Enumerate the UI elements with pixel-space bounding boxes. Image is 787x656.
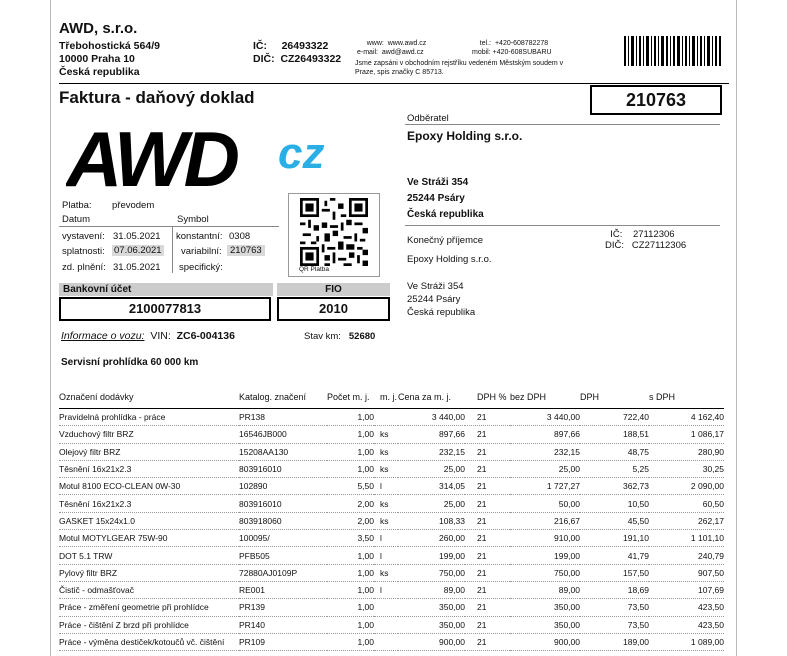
cell-gross: 2 090,00 xyxy=(649,478,724,495)
cell-gross: 1 086,17 xyxy=(649,426,724,443)
col-gross: s DPH xyxy=(649,390,724,409)
cell-unit: ks xyxy=(374,564,398,581)
table-row xyxy=(59,460,724,477)
cell-vat-rate: 21 xyxy=(465,547,510,564)
bank-account-header: Bankovní účet xyxy=(59,283,273,296)
cell-description: Čistič - odmašťovač xyxy=(59,581,239,598)
mileage-label: Stav km: xyxy=(304,331,341,342)
customer-name: Epoxy Holding s.r.o. xyxy=(407,129,523,143)
cell-vat-rate: 21 xyxy=(465,564,510,581)
bank-name-header: FIO xyxy=(277,283,390,296)
cell-net: 350,00 xyxy=(510,616,580,633)
table-row xyxy=(59,426,724,443)
tel-label: tel.: xyxy=(479,40,492,47)
registration-line-1: Jsme zapsáni v obchodním rejstříku vedeném Městským soudem v xyxy=(355,60,564,67)
cell-vat: 362,73 xyxy=(580,478,649,495)
payment-column-divider xyxy=(172,226,173,273)
cell-net: 897,66 xyxy=(510,426,580,443)
tax-date: 31.05.2021 xyxy=(113,262,161,273)
payment-divider xyxy=(59,226,279,227)
logo-suffix: cz xyxy=(278,129,325,178)
awd-logo xyxy=(66,118,366,196)
cell-quantity: 1,00 xyxy=(327,599,374,616)
cell-description: Pylový filtr BRZ xyxy=(59,564,239,581)
customer-city: 25244 Psáry xyxy=(407,193,465,204)
cell-description: Práce - změření geometrie při prohlídce xyxy=(59,599,239,616)
cell-net: 1 727,27 xyxy=(510,478,580,495)
cell-quantity: 2,00 xyxy=(327,512,374,529)
cell-unit-price: 314,05 xyxy=(398,478,465,495)
cell-unit: l xyxy=(374,478,398,495)
table-row xyxy=(59,547,724,564)
col-quantity: Počet m. j. xyxy=(327,390,374,409)
registration-line-2: Praze, spis značky C 85713. xyxy=(355,68,444,76)
vehicle-info xyxy=(61,330,235,342)
cell-unit-price: 108,33 xyxy=(398,512,465,529)
items-table xyxy=(59,390,724,651)
cell-catalog: 803916010 xyxy=(239,460,327,477)
recipient-label: Konečný příjemce xyxy=(407,235,484,246)
recipient-dic-label: DIČ: xyxy=(605,240,624,251)
cell-net: 25,00 xyxy=(510,460,580,477)
cell-catalog: 16546JB000 xyxy=(239,426,327,443)
cell-vat: 73,50 xyxy=(580,616,649,633)
due-date: 07.06.2021 xyxy=(114,245,162,256)
mileage xyxy=(304,331,375,342)
recipient-country: Česká republika xyxy=(407,307,476,318)
cell-gross: 107,69 xyxy=(649,581,724,598)
service-title: Servisní prohlídka 60 000 km xyxy=(61,357,199,368)
table-row xyxy=(59,581,724,598)
cell-catalog: PR140 xyxy=(239,616,327,633)
cell-catalog: 72880AJ0109P xyxy=(239,564,327,581)
barcode xyxy=(622,36,722,66)
col-catalog: Katalog. značení xyxy=(239,390,327,409)
cell-unit: ks xyxy=(374,426,398,443)
cell-catalog: 803918060 xyxy=(239,512,327,529)
recipient-ids xyxy=(605,229,686,251)
cell-unit xyxy=(374,599,398,616)
table-row xyxy=(59,564,724,581)
cell-unit-price: 897,66 xyxy=(398,426,465,443)
cell-vat: 10,50 xyxy=(580,495,649,512)
cell-unit xyxy=(374,409,398,426)
supplier-country: Česká republika xyxy=(59,66,140,78)
cell-net: 910,00 xyxy=(510,530,580,547)
cell-gross: 262,17 xyxy=(649,512,724,529)
customer-address xyxy=(407,175,484,223)
email-label: e-mail: xyxy=(357,48,379,56)
cell-unit: ks xyxy=(374,495,398,512)
cell-vat-rate: 21 xyxy=(465,599,510,616)
table-row xyxy=(59,616,724,633)
cell-gross: 423,50 xyxy=(649,599,724,616)
mobil-value: +420-608SUBARU xyxy=(492,48,552,56)
cell-unit: l xyxy=(374,547,398,564)
cell-net: 3 440,00 xyxy=(510,409,580,426)
cell-quantity: 2,00 xyxy=(327,495,374,512)
variable-symbol-label: variabilní: xyxy=(181,246,222,257)
table-row xyxy=(59,409,724,426)
cell-vat: 5,25 xyxy=(580,460,649,477)
cell-net: 750,00 xyxy=(510,564,580,581)
cell-unit: l xyxy=(374,530,398,547)
recipient-dic: CZ27112306 xyxy=(631,240,687,251)
mileage-value: 52680 xyxy=(348,331,376,342)
cell-vat: 48,75 xyxy=(580,443,649,460)
header-divider xyxy=(59,83,729,84)
cell-unit: ks xyxy=(374,460,398,477)
cell-unit-price: 3 440,00 xyxy=(398,409,465,426)
cell-description: Těsnění 16x21x2.3 xyxy=(59,460,239,477)
viewer-left-margin xyxy=(0,0,51,656)
table-row xyxy=(59,599,724,616)
email-link[interactable]: awd@awd.cz xyxy=(381,48,424,56)
cell-unit-price: 25,00 xyxy=(398,495,465,512)
col-unit-price: Cena za m. j. xyxy=(398,390,465,409)
cell-net: 199,00 xyxy=(510,547,580,564)
table-row xyxy=(59,512,724,529)
cell-unit-price: 25,00 xyxy=(398,460,465,477)
cell-gross: 30,25 xyxy=(649,460,724,477)
cell-net: 216,67 xyxy=(510,512,580,529)
mobil-label: mobil: xyxy=(472,48,491,56)
cell-vat-rate: 21 xyxy=(465,530,510,547)
col-vat-rate: DPH % xyxy=(465,390,510,409)
symbol-section-label: Symbol xyxy=(177,214,209,225)
constant-symbol-label: konstantní: xyxy=(176,231,223,242)
cell-gross: 240,79 xyxy=(649,547,724,564)
recipient-address xyxy=(407,280,475,319)
document-title: Faktura - daňový doklad xyxy=(59,88,255,107)
qr-label: QR Platba xyxy=(299,266,329,273)
cell-unit-price: 199,00 xyxy=(398,547,465,564)
cell-unit: ks xyxy=(374,512,398,529)
cell-quantity: 1,00 xyxy=(327,581,374,598)
www-link[interactable]: www.awd.cz xyxy=(387,40,427,47)
dic-label: DIČ: xyxy=(253,53,275,65)
cell-gross: 4 162,40 xyxy=(649,409,724,426)
vehicle-info-label: Informace o vozu: xyxy=(61,330,145,342)
vin-label: VIN: xyxy=(150,330,171,342)
vin-value: ZC6-004136 xyxy=(176,330,235,342)
viewer-right-margin xyxy=(736,0,787,656)
cell-unit-price: 350,00 xyxy=(398,616,465,633)
cell-quantity: 1,00 xyxy=(327,564,374,581)
col-unit: m. j. xyxy=(374,390,398,409)
cell-vat: 191,10 xyxy=(580,530,649,547)
payment-label: Platba: xyxy=(62,200,92,211)
logo-text: AWD xyxy=(66,118,236,196)
cell-net: 89,00 xyxy=(510,581,580,598)
cell-vat-rate: 21 xyxy=(465,633,510,650)
cell-catalog: 102890 xyxy=(239,478,327,495)
qr-payment-box xyxy=(288,193,380,277)
customer-street: Ve Stráži 354 xyxy=(407,177,469,188)
cell-catalog: PFB505 xyxy=(239,547,327,564)
cell-description: Vzduchový filtr BRZ xyxy=(59,426,239,443)
bank-account-number: 2100077813 xyxy=(59,297,271,321)
cell-catalog: PR138 xyxy=(239,409,327,426)
table-header-row xyxy=(59,390,724,409)
cell-quantity: 5,50 xyxy=(327,478,374,495)
cell-description: Pravidelná prohlídka - práce xyxy=(59,409,239,426)
supplier-name: AWD, s.r.o. xyxy=(59,20,138,37)
cell-unit-price: 232,15 xyxy=(398,443,465,460)
tel-value: +420-608782278 xyxy=(494,40,549,47)
cell-description: Těsnění 16x21x2.3 xyxy=(59,495,239,512)
invoice-number: 210763 xyxy=(590,85,722,115)
cell-vat-rate: 21 xyxy=(465,512,510,529)
ico-value: 26493322 xyxy=(281,40,329,52)
cell-net: 350,00 xyxy=(510,599,580,616)
variable-symbol: 210763 xyxy=(227,245,265,256)
cell-unit xyxy=(374,616,398,633)
customer-label: Odběratel xyxy=(407,113,449,124)
cell-quantity: 1,00 xyxy=(327,443,374,460)
cell-description: Motul 8100 ECO-CLEAN 0W-30 xyxy=(59,478,239,495)
cell-vat-rate: 21 xyxy=(465,478,510,495)
www-label: www: xyxy=(366,40,384,47)
cell-gross: 60,50 xyxy=(649,495,724,512)
ico-label: IČ: xyxy=(253,40,267,52)
dic-value: CZ26493322 xyxy=(280,53,342,65)
cell-net: 900,00 xyxy=(510,633,580,650)
specific-symbol-label: specifický: xyxy=(179,262,223,273)
cell-vat-rate: 21 xyxy=(465,581,510,598)
registration-note xyxy=(355,60,563,77)
tax-date-label: zd. plnění: xyxy=(62,262,106,273)
recipient-divider xyxy=(405,225,720,226)
cell-catalog: PR139 xyxy=(239,599,327,616)
cell-vat: 73,50 xyxy=(580,599,649,616)
customer-divider xyxy=(405,124,720,125)
col-net: bez DPH xyxy=(510,390,580,409)
cell-catalog: RE001 xyxy=(239,581,327,598)
cell-gross: 423,50 xyxy=(649,616,724,633)
cell-catalog: 803916010 xyxy=(239,495,327,512)
cell-quantity: 1,00 xyxy=(327,409,374,426)
cell-description: Olejový filtr BRZ xyxy=(59,443,239,460)
supplier-city: 10000 Praha 10 xyxy=(59,53,135,65)
cell-vat: 722,40 xyxy=(580,409,649,426)
cell-gross: 1 101,10 xyxy=(649,530,724,547)
issue-date: 31.05.2021 xyxy=(113,231,161,242)
cell-quantity: 1,00 xyxy=(327,426,374,443)
items-table-body xyxy=(59,409,724,651)
cell-unit: ks xyxy=(374,443,398,460)
cell-vat: 188,51 xyxy=(580,426,649,443)
cell-description: GASKET 15x24x1.0 xyxy=(59,512,239,529)
recipient-name: Epoxy Holding s.r.o. xyxy=(407,254,492,265)
cell-vat-rate: 21 xyxy=(465,460,510,477)
table-row xyxy=(59,530,724,547)
cell-vat: 45,50 xyxy=(580,512,649,529)
date-section-label: Datum xyxy=(62,214,90,225)
due-date-label: splatnosti: xyxy=(62,246,105,257)
cell-unit-price: 350,00 xyxy=(398,599,465,616)
cell-quantity: 3,50 xyxy=(327,530,374,547)
cell-vat-rate: 21 xyxy=(465,616,510,633)
supplier-contacts-web xyxy=(357,40,426,57)
cell-description: Práce - čištění Z brzd při prohlídce xyxy=(59,616,239,633)
cell-net: 232,15 xyxy=(510,443,580,460)
issue-date-label: vystavení: xyxy=(62,231,105,242)
qr-code-icon xyxy=(298,198,370,266)
table-row xyxy=(59,443,724,460)
cell-unit: l xyxy=(374,581,398,598)
bank-code: 2010 xyxy=(277,297,390,321)
table-row xyxy=(59,495,724,512)
cell-catalog: PR109 xyxy=(239,633,327,650)
col-vat: DPH xyxy=(580,390,649,409)
customer-country: Česká republika xyxy=(407,209,484,220)
supplier-contacts-phone xyxy=(472,40,552,57)
cell-vat-rate: 21 xyxy=(465,443,510,460)
cell-unit-price: 900,00 xyxy=(398,633,465,650)
recipient-city: 25244 Psáry xyxy=(407,294,461,305)
supplier-ids xyxy=(253,40,341,66)
cell-vat: 41,79 xyxy=(580,547,649,564)
payment-method: převodem xyxy=(112,200,155,211)
constant-symbol: 0308 xyxy=(229,231,251,242)
cell-vat-rate: 21 xyxy=(465,495,510,512)
cell-quantity: 1,00 xyxy=(327,460,374,477)
col-description: Označení dodávky xyxy=(59,390,239,409)
recipient-ic-label: IČ: xyxy=(610,229,623,240)
cell-catalog: 100095/ xyxy=(239,530,327,547)
cell-vat: 189,00 xyxy=(580,633,649,650)
cell-vat: 18,69 xyxy=(580,581,649,598)
cell-vat-rate: 21 xyxy=(465,409,510,426)
recipient-ic: 27112306 xyxy=(632,229,675,240)
cell-quantity: 1,00 xyxy=(327,616,374,633)
cell-catalog: 15208AA130 xyxy=(239,443,327,460)
cell-gross: 907,50 xyxy=(649,564,724,581)
cell-net: 50,00 xyxy=(510,495,580,512)
cell-vat-rate: 21 xyxy=(465,426,510,443)
cell-vat: 157,50 xyxy=(580,564,649,581)
cell-gross: 1 089,00 xyxy=(649,633,724,650)
cell-unit xyxy=(374,633,398,650)
cell-quantity: 1,00 xyxy=(327,633,374,650)
supplier-street: Třebohostická 564/9 xyxy=(59,40,160,52)
table-row xyxy=(59,478,724,495)
recipient-street: Ve Stráži 354 xyxy=(407,281,464,292)
cell-description: Práce - výměna destiček/kotoučů vč. čištění xyxy=(59,633,239,650)
table-row xyxy=(59,633,724,650)
supplier-address xyxy=(59,40,160,79)
cell-description: Motul MOTYLGEAR 75W-90 xyxy=(59,530,239,547)
cell-gross: 280,90 xyxy=(649,443,724,460)
cell-quantity: 1,00 xyxy=(327,547,374,564)
cell-description: DOT 5.1 TRW xyxy=(59,547,239,564)
cell-unit-price: 89,00 xyxy=(398,581,465,598)
cell-unit-price: 750,00 xyxy=(398,564,465,581)
cell-unit-price: 260,00 xyxy=(398,530,465,547)
